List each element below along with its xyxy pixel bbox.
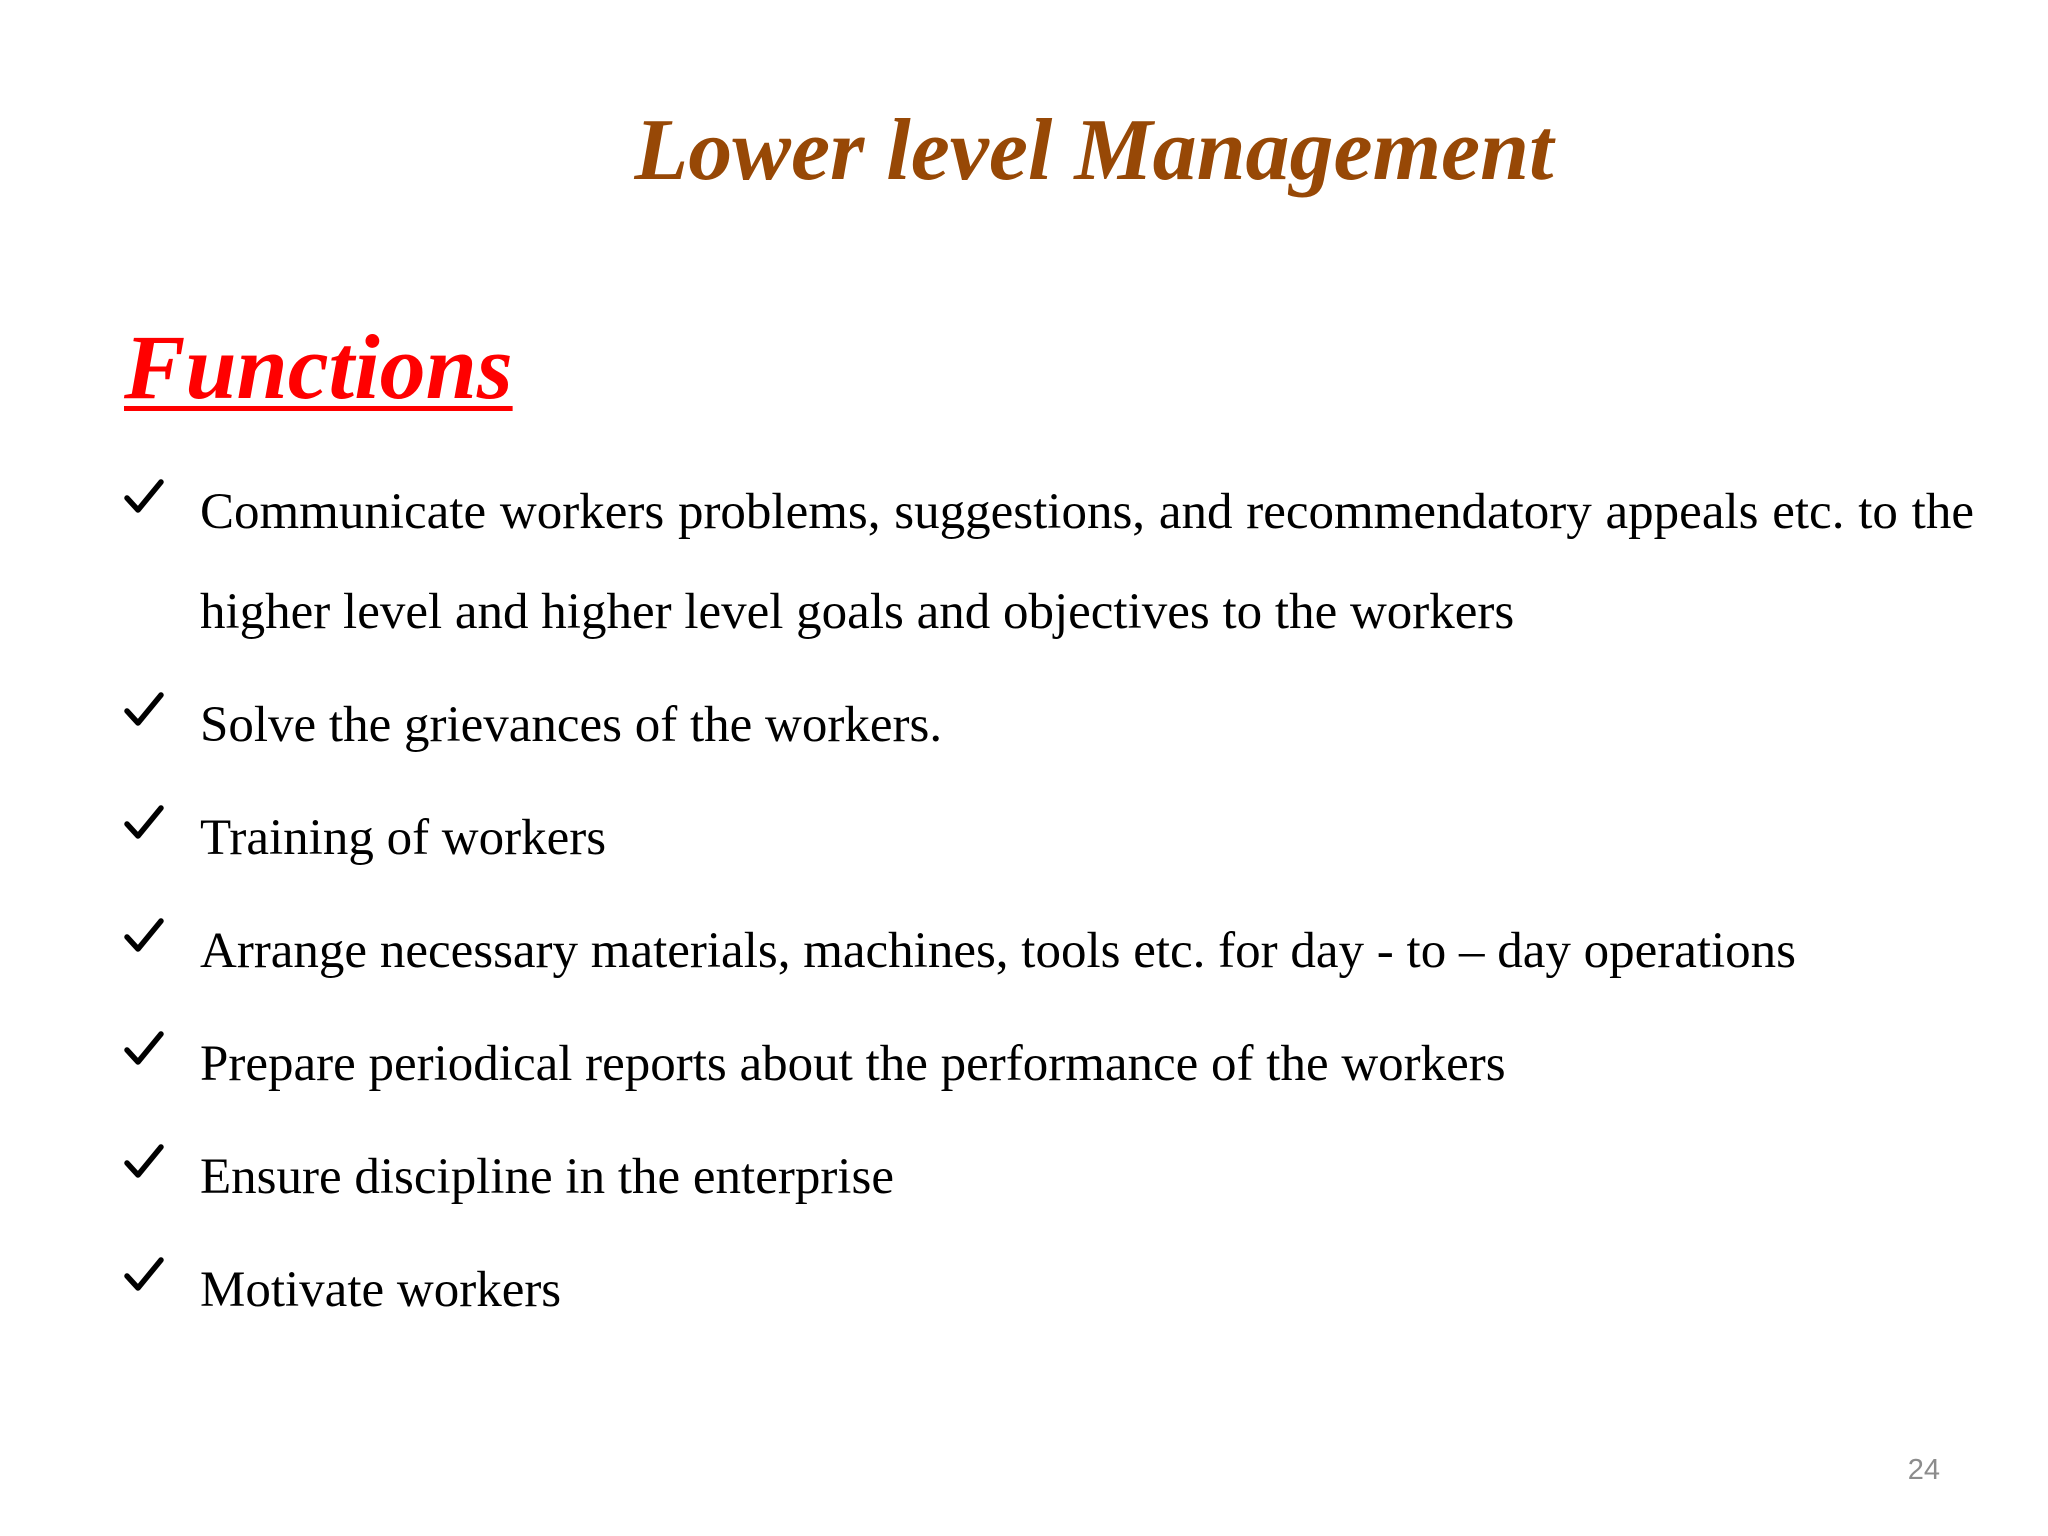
list-item <box>124 788 1974 888</box>
checkmark-icon <box>124 1014 174 1084</box>
slide-title: Lower level Management <box>634 102 1554 199</box>
checkmark-icon <box>124 788 174 858</box>
list-item-text: Training of workers <box>200 810 607 866</box>
checkmark-icon <box>124 462 174 532</box>
checkmark-icon <box>124 1127 174 1197</box>
list-item <box>124 1014 1974 1114</box>
list-item <box>124 1240 1974 1340</box>
list-item <box>124 1127 1974 1227</box>
list-item <box>124 462 1974 662</box>
list-item <box>124 901 1974 1001</box>
list-item <box>124 675 1974 775</box>
list-item-text: Solve the grievances of the workers. <box>200 697 943 753</box>
list-item-text: Motivate workers <box>200 1262 562 1318</box>
checkmark-icon <box>124 675 174 745</box>
section-heading: Functions <box>124 316 513 418</box>
checkmark-icon <box>124 901 174 971</box>
checkmark-icon <box>124 1240 174 1310</box>
function-list <box>124 462 1974 1353</box>
page-number: 24 <box>1907 1454 1940 1486</box>
list-item-text: Communicate workers problems, suggestions, and recommendatory appeals etc. to the higher level and higher level goals and objectives to the workers <box>200 484 1974 640</box>
list-item-text: Arrange necessary materials, machines, tools etc. for day - to – day operations <box>200 923 1797 979</box>
list-item-text: Ensure discipline in the enterprise <box>200 1149 894 1205</box>
list-item-text: Prepare periodical reports about the performance of the workers <box>200 1036 1506 1092</box>
